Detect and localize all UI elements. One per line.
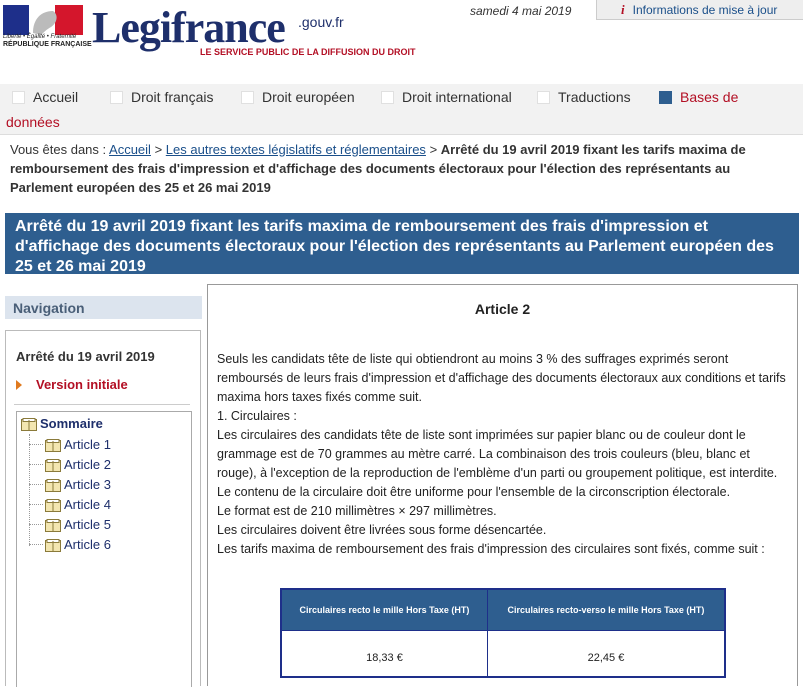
tree-label: Article 1	[64, 437, 111, 452]
info-update-label: Informations de mise à jour	[632, 2, 778, 17]
tree-item-article-4[interactable]	[29, 497, 111, 512]
divider	[14, 404, 190, 405]
arrow-right-icon	[16, 380, 22, 390]
breadcrumb	[10, 140, 795, 197]
tree-item-article-6[interactable]	[29, 537, 111, 552]
nav-item-traductions[interactable]	[537, 89, 631, 105]
book-icon	[45, 519, 59, 531]
nav-bullet-icon	[381, 91, 394, 104]
table-row	[281, 631, 725, 677]
breadcrumb-separator: >	[429, 142, 438, 157]
nav-item-droit-europeen[interactable]	[241, 89, 355, 105]
table-cell: 22,45 €	[487, 631, 725, 677]
nav-item-droit-francais[interactable]	[110, 89, 213, 105]
tree-dots	[29, 544, 43, 545]
tree-label: Article 5	[64, 517, 111, 532]
book-icon	[45, 499, 59, 511]
navigation-panel	[5, 330, 201, 686]
legifrance-logo[interactable]	[92, 2, 285, 53]
tree-dots	[29, 504, 43, 505]
tree-dots	[29, 484, 43, 485]
navigation-heading: Navigation	[5, 296, 202, 319]
book-icon	[45, 479, 59, 491]
book-icon	[45, 539, 59, 551]
nav-bullet-icon	[110, 91, 123, 104]
tree-dots	[29, 524, 43, 525]
nav-item-droit-international[interactable]	[381, 89, 512, 105]
breadcrumb-parent-link[interactable]: Les autres textes législatifs et réglementaires	[165, 142, 426, 157]
info-icon: i	[621, 1, 625, 17]
article-content	[207, 284, 798, 686]
breadcrumb-prefix: Vous êtes dans :	[10, 142, 107, 157]
tree-label: Article 3	[64, 477, 111, 492]
article-body	[217, 350, 787, 559]
logo-tagline: LE SERVICE PUBLIC DE LA DIFFUSION DU DROIT	[200, 47, 416, 57]
tree-dots	[29, 464, 43, 465]
main-nav	[0, 84, 803, 135]
nav-bullet-icon	[12, 91, 25, 104]
table-header-cell: Circulaires recto-verso le mille Hors Taxe (HT)	[487, 589, 725, 631]
version-initiale-link[interactable]	[16, 377, 128, 392]
breadcrumb-separator: >	[154, 142, 163, 157]
nav-label: Accueil	[33, 89, 79, 105]
nav-item-accueil[interactable]	[12, 89, 78, 105]
table-cell: 18,33 €	[281, 631, 487, 677]
logo-domain: .gouv.fr	[298, 14, 344, 30]
tree-dots	[29, 444, 43, 445]
devise-text: Liberté • Égalité • Fraternité	[3, 34, 77, 40]
tree-item-article-1[interactable]	[29, 437, 111, 452]
version-label: Version initiale	[36, 377, 128, 392]
article-paragraph: Seuls les candidats tête de liste qui obtiendront au moins 3 % des suffrages exprimés seront remboursés de leurs frais d'impression et d'affichage des documents électoraux aux conditions et tarifs maxima hors taxes fixés comme suit.	[217, 352, 786, 404]
nav-item-bases-de-donnees-wrap[interactable]: données	[6, 114, 60, 130]
republique-francaise-text	[3, 34, 92, 49]
article-paragraph: Les circulaires des candidats tête de liste sont imprimées sur papier blanc ou de couleur dont le grammage est de 70 grammes au mètre carré. La combinaison des trois couleurs (bleu, blanc et rouge), à l'exception de la reproduction de l'emblème d'un parti ou groupement politique, est interdite.	[217, 428, 778, 480]
nav-bullet-icon	[537, 91, 550, 104]
tree-label: Sommaire	[40, 416, 103, 431]
tree-item-article-3[interactable]	[29, 477, 111, 492]
nav-item-bases-de-donnees[interactable]	[659, 89, 738, 105]
nav-label: Droit français	[131, 89, 214, 105]
nav-bullet-icon	[241, 91, 254, 104]
table-header-cell: Circulaires recto le mille Hors Taxe (HT)	[281, 589, 487, 631]
nav-label: Traductions	[558, 89, 631, 105]
tarif-table	[280, 588, 726, 678]
tree-label: Article 4	[64, 497, 111, 512]
logo-word: Legifrance	[92, 3, 285, 52]
article-paragraph: Le format est de 210 millimètres × 297 millimètres.	[217, 504, 497, 518]
nav-label: Bases de	[680, 89, 739, 105]
tree-item-article-5[interactable]	[29, 517, 111, 532]
breadcrumb-home-link[interactable]: Accueil	[109, 142, 151, 157]
page-title: Arrêté du 19 avril 2019 fixant les tarifs maxima de remboursement des frais d'impression et d'affichage des documents électoraux pour l'élection des représentants au Parlement européen des 25 et 26 mai 2019	[5, 213, 799, 274]
article-paragraph: Le contenu de la circulaire doit être uniforme pour l'ensemble de la circonscription électorale.	[217, 485, 731, 499]
article-paragraph: 1. Circulaires :	[217, 409, 297, 423]
info-update-tab[interactable]	[596, 0, 803, 20]
nav-bullet-icon	[659, 91, 672, 104]
rf-label: RÉPUBLIQUE FRANÇAISE	[3, 41, 92, 48]
tree-item-sommaire[interactable]	[21, 416, 103, 431]
tree-item-article-2[interactable]	[29, 457, 111, 472]
current-date: samedi 4 mai 2019	[470, 4, 572, 18]
table-header-row	[281, 589, 725, 631]
nav-label: Droit international	[402, 89, 512, 105]
article-paragraph: Les circulaires doivent être livrées sous forme désencartée.	[217, 523, 547, 537]
nav-label: Droit européen	[262, 89, 355, 105]
site-header	[0, 0, 803, 84]
book-icon	[45, 459, 59, 471]
book-icon	[21, 418, 35, 430]
article-title: Article 2	[474, 301, 531, 317]
nav-arrete-title: Arrêté du 19 avril 2019	[16, 349, 155, 364]
tree-label: Article 2	[64, 457, 111, 472]
tree-label: Article 6	[64, 537, 111, 552]
sommaire-tree	[16, 411, 192, 687]
breadcrumb-current: Arrêté du 19 avril 2019 fixant les tarifs maxima de remboursement des frais d'impression et d'affichage des documents électoraux pour l'élection des représentants au Parlement européen des 25 et 26 mai 2019	[10, 142, 746, 195]
book-icon	[45, 439, 59, 451]
article-paragraph: Les tarifs maxima de remboursement des frais d'impression des circulaires sont fixés, comme suit :	[217, 542, 765, 556]
